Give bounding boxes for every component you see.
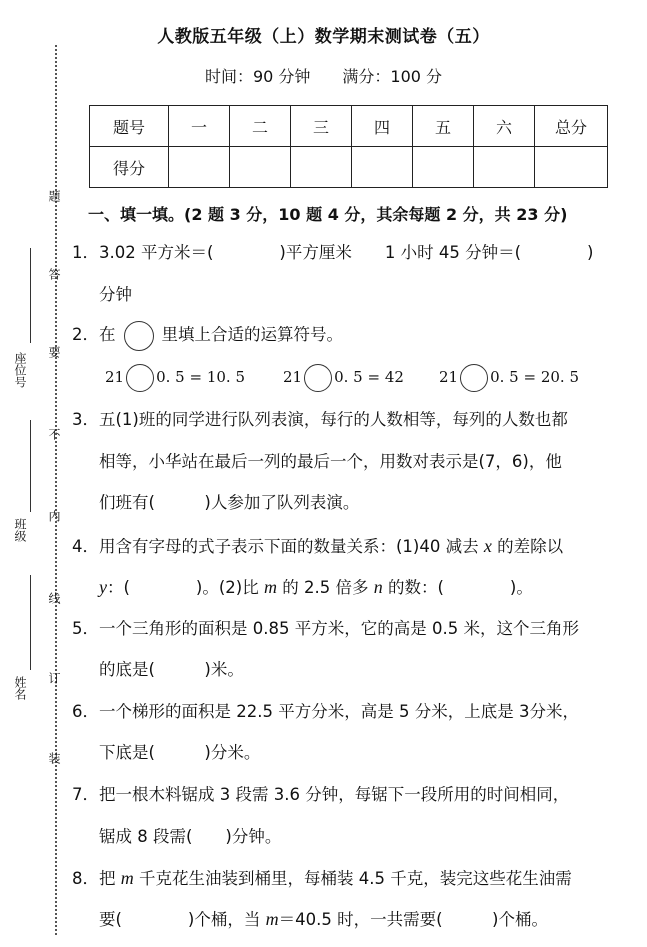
- class-label: 班级: [13, 518, 27, 542]
- seal-char: 要: [47, 346, 61, 358]
- score-input-cell[interactable]: [474, 147, 535, 188]
- score-input-cell[interactable]: [291, 147, 352, 188]
- equation-2: [283, 364, 404, 392]
- seal-char: 线: [47, 592, 61, 604]
- seal-char: 答: [47, 268, 61, 280]
- question-1-cont: 分钟: [99, 285, 132, 304]
- seal-char: 订: [47, 672, 61, 684]
- equation-1: [105, 364, 245, 392]
- question-4-text: 的差除以: [491, 537, 564, 556]
- question-4-text: 的 2.5 倍多: [277, 578, 374, 597]
- equation-3: [439, 364, 579, 392]
- seat-number-line: [30, 248, 31, 343]
- exam-info: 时间：90 分钟 满分：100 分: [204, 67, 443, 86]
- seal-char: 装: [47, 752, 61, 764]
- question-8-cont: [99, 908, 548, 931]
- question-2-text: 2．在: [72, 325, 116, 344]
- variable-x: x: [483, 536, 492, 556]
- question-4-text: ：( )。(2)比: [107, 578, 264, 597]
- binding-dotted-line: [55, 45, 57, 935]
- variable-m: m: [264, 577, 277, 597]
- table-cell: 三: [291, 106, 352, 147]
- question-8-text: 要( )个桶，当: [99, 910, 266, 929]
- question-3-cont: 们班有( )人参加了队列表演。: [99, 493, 360, 512]
- table-cell: 五: [413, 106, 474, 147]
- seat-number-label: 座位号: [13, 352, 27, 388]
- seal-char: 题: [47, 190, 61, 202]
- variable-n: n: [373, 577, 383, 597]
- question-3-cont: 相等，小华站在最后一列的最后一个，用数对表示是(7，6)，他: [99, 452, 562, 471]
- score-input-cell[interactable]: [230, 147, 291, 188]
- table-cell: 总分: [535, 106, 608, 147]
- page-title: 人教版五年级（上）数学期末测试卷（五）: [157, 27, 490, 47]
- operator-blank-circle[interactable]: [304, 364, 332, 392]
- question-5-cont: 的底是( )米。: [99, 660, 244, 679]
- equation-text: 0. 5 = 20. 5: [490, 368, 579, 386]
- score-input-cell[interactable]: [352, 147, 413, 188]
- question-4-text: 4．用含有字母的式子表示下面的数量关系：(1)40 减去: [72, 537, 484, 556]
- table-cell: 六: [474, 106, 535, 147]
- equation-text: 0. 5 = 10. 5: [156, 368, 245, 386]
- question-6-line: 6．一个梯形的面积是 22.5 平方分米，高是 5 分米，上底是 3分米，: [72, 702, 579, 721]
- score-input-cell[interactable]: [535, 147, 608, 188]
- question-6-cont: 下底是( )分米。: [99, 743, 261, 762]
- score-input-cell[interactable]: [413, 147, 474, 188]
- name-label: 姓名: [13, 676, 27, 700]
- table-cell: 四: [352, 106, 413, 147]
- operator-blank-circle[interactable]: [460, 364, 488, 392]
- operator-blank-circle[interactable]: [126, 364, 154, 392]
- equation-text: 21: [283, 368, 303, 386]
- question-2-text: 里填上合适的运算符号。: [161, 325, 343, 344]
- question-5-line: 5．一个三角形的面积是 0.85 平方米，它的高是 0.5 米，这个三角形: [72, 619, 579, 638]
- equation-text: 21: [105, 368, 125, 386]
- question-1-line: 1．3.02 平方米＝( )平方厘米 1 小时 45 分钟＝( ): [72, 243, 594, 262]
- question-7-line: 7．把一根木料锯成 3 段需 3.6 分钟，每锯下一段所用的时间相同，: [72, 785, 570, 804]
- question-4-cont: [99, 576, 533, 599]
- equation-text: 0. 5 = 42: [334, 368, 404, 386]
- name-line: [30, 575, 31, 670]
- score-table: [89, 105, 608, 188]
- table-cell: 题号: [90, 106, 169, 147]
- score-input-cell[interactable]: [169, 147, 230, 188]
- table-cell: 二: [230, 106, 291, 147]
- question-3-line: 3．五(1)班的同学进行队列表演，每行的人数相等，每列的人数也都: [72, 410, 568, 429]
- question-8-text: 千克花生油装到桶里，每桶装 4.5 千克，装完这些花生油需: [133, 869, 572, 888]
- table-cell: 得分: [90, 147, 169, 188]
- question-2-line: [72, 320, 343, 351]
- question-4-line: [72, 535, 563, 558]
- table-row: [90, 147, 608, 188]
- blank-circle-icon: [124, 321, 154, 351]
- question-8-text: ＝40.5 时，一共需要( )个桶。: [278, 910, 548, 929]
- class-line: [30, 420, 31, 512]
- equation-text: 21: [439, 368, 459, 386]
- section-heading: 一、填一填。(2 题 3 分，10 题 4 分，其余每题 2 分，共 23 分): [88, 205, 568, 224]
- table-cell: 一: [169, 106, 230, 147]
- variable-m: m: [265, 909, 279, 929]
- seal-char: 内: [47, 510, 61, 522]
- question-7-cont: 锯成 8 段需( )分钟。: [99, 827, 282, 846]
- variable-y: y: [99, 577, 107, 597]
- question-8-text: 8．把: [72, 869, 121, 888]
- variable-m: m: [120, 868, 134, 888]
- seal-char: 不: [47, 428, 61, 440]
- table-row: [90, 106, 608, 147]
- question-8-line: [72, 867, 572, 890]
- question-4-text: 的数：( )。: [382, 578, 533, 597]
